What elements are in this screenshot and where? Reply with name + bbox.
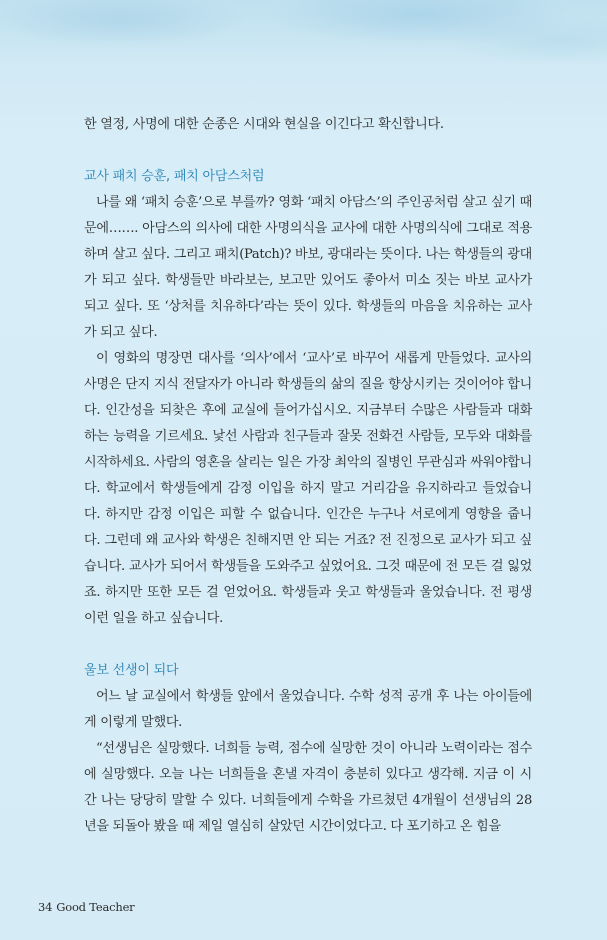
paragraph-crybaby-2: “선생님은 실망했다. 너희들 능력, 점수에 실망한 것이 아니라 노력이라는 점수에 실망했다. 오늘 나는 너희들을 혼낼 자격이 충분히 있다고 생각해. 지금 이 시간 나는 당당히 말할 수 있다. 너희들에게 수학을 가르쳤던 4개월이 선생님의 28년을 되돌아 봤을 때 제일 열심히 살았던 시간이었다고. 다 포기하고 온 힘을	[84, 741, 532, 834]
section-heading-crybaby: 울보 선생이 되다	[84, 663, 179, 678]
watercolor-header-wash	[0, 0, 607, 80]
paragraph-patch-2: 이 영화의 명장면 대사를 ‘의사’에서 ‘교사’로 바꾸어 새롭게 만들었다. 교사의 사명은 단지 지식 전달자가 아니라 학생들의 삶의 질을 향상시키는 것이어야 합니다. 인간성을 되찾은 후에 교실에 들어가십시오. 지금부터 수많은 사람들과 대화하는 능력을 기르세요. 낯선 사람과 친구들과 잘못 전화건 사람들, 모두와 대화를 시작하세요. 사람의 영혼을 살리는 일은 가장 최악의 질병인 무관심과 싸워야합니다. 학교에서 학생들에게 감정 이입을 하지 말고 거리감을 유지하라고 들었습니다. 하지만 감정 이입은 피할 수 없습니다. 인간은 누구나 서로에게 영향을 줍니다. 그런데 왜 교사와 학생은 친해지면 안 되는 거죠? 전 진정으로 교사가 되고 싶습니다. 교사가 되어서 학생들을 도와주고 싶었어요. 그것 때문에 전 모든 걸 잃었죠. 하지만 또한 모든 걸 얻었어요. 학생들과 웃고 학생들과 울었습니다. 전 평생 이런 일을 하고 싶습니다.	[84, 351, 532, 626]
intro-line: 한 열정, 사명에 대한 순종은 시대와 현실을 이긴다고 확신합니다.	[84, 117, 444, 132]
section-heading-patch: 교사 패치 승훈, 패치 아담스처럼	[84, 169, 265, 184]
article-body	[84, 112, 532, 840]
paragraph-patch-1: 나를 왜 ‘패치 승훈’으로 부를까? 영화 ‘패치 아담스’의 주인공처럼 살고 싶기 때문에……. 아담스의 의사에 대한 사명의식을 교사에 대한 사명의식에 그대로 적용하며 살고 싶다. 그리고 패치(Patch)? 바보, 광대라는 뜻이다. 나는 학생들의 광대가 되고 싶다. 학생들만 바라보는, 보고만 있어도 좋아서 미소 짓는 바보 교사가 되고 싶다. 또 ‘상처를 치유하다’라는 뜻이 있다. 학생들의 마음을 치유하는 교사가 되고 싶다.	[84, 195, 532, 340]
paragraph-crybaby-1: 어느 날 교실에서 학생들 앞에서 울었습니다. 수학 성적 공개 후 나는 아이들에게 이렇게 말했다.	[84, 689, 532, 730]
magazine-name: Good Teacher	[56, 900, 135, 914]
page-footer	[38, 900, 134, 914]
page-number: 34	[38, 900, 53, 914]
